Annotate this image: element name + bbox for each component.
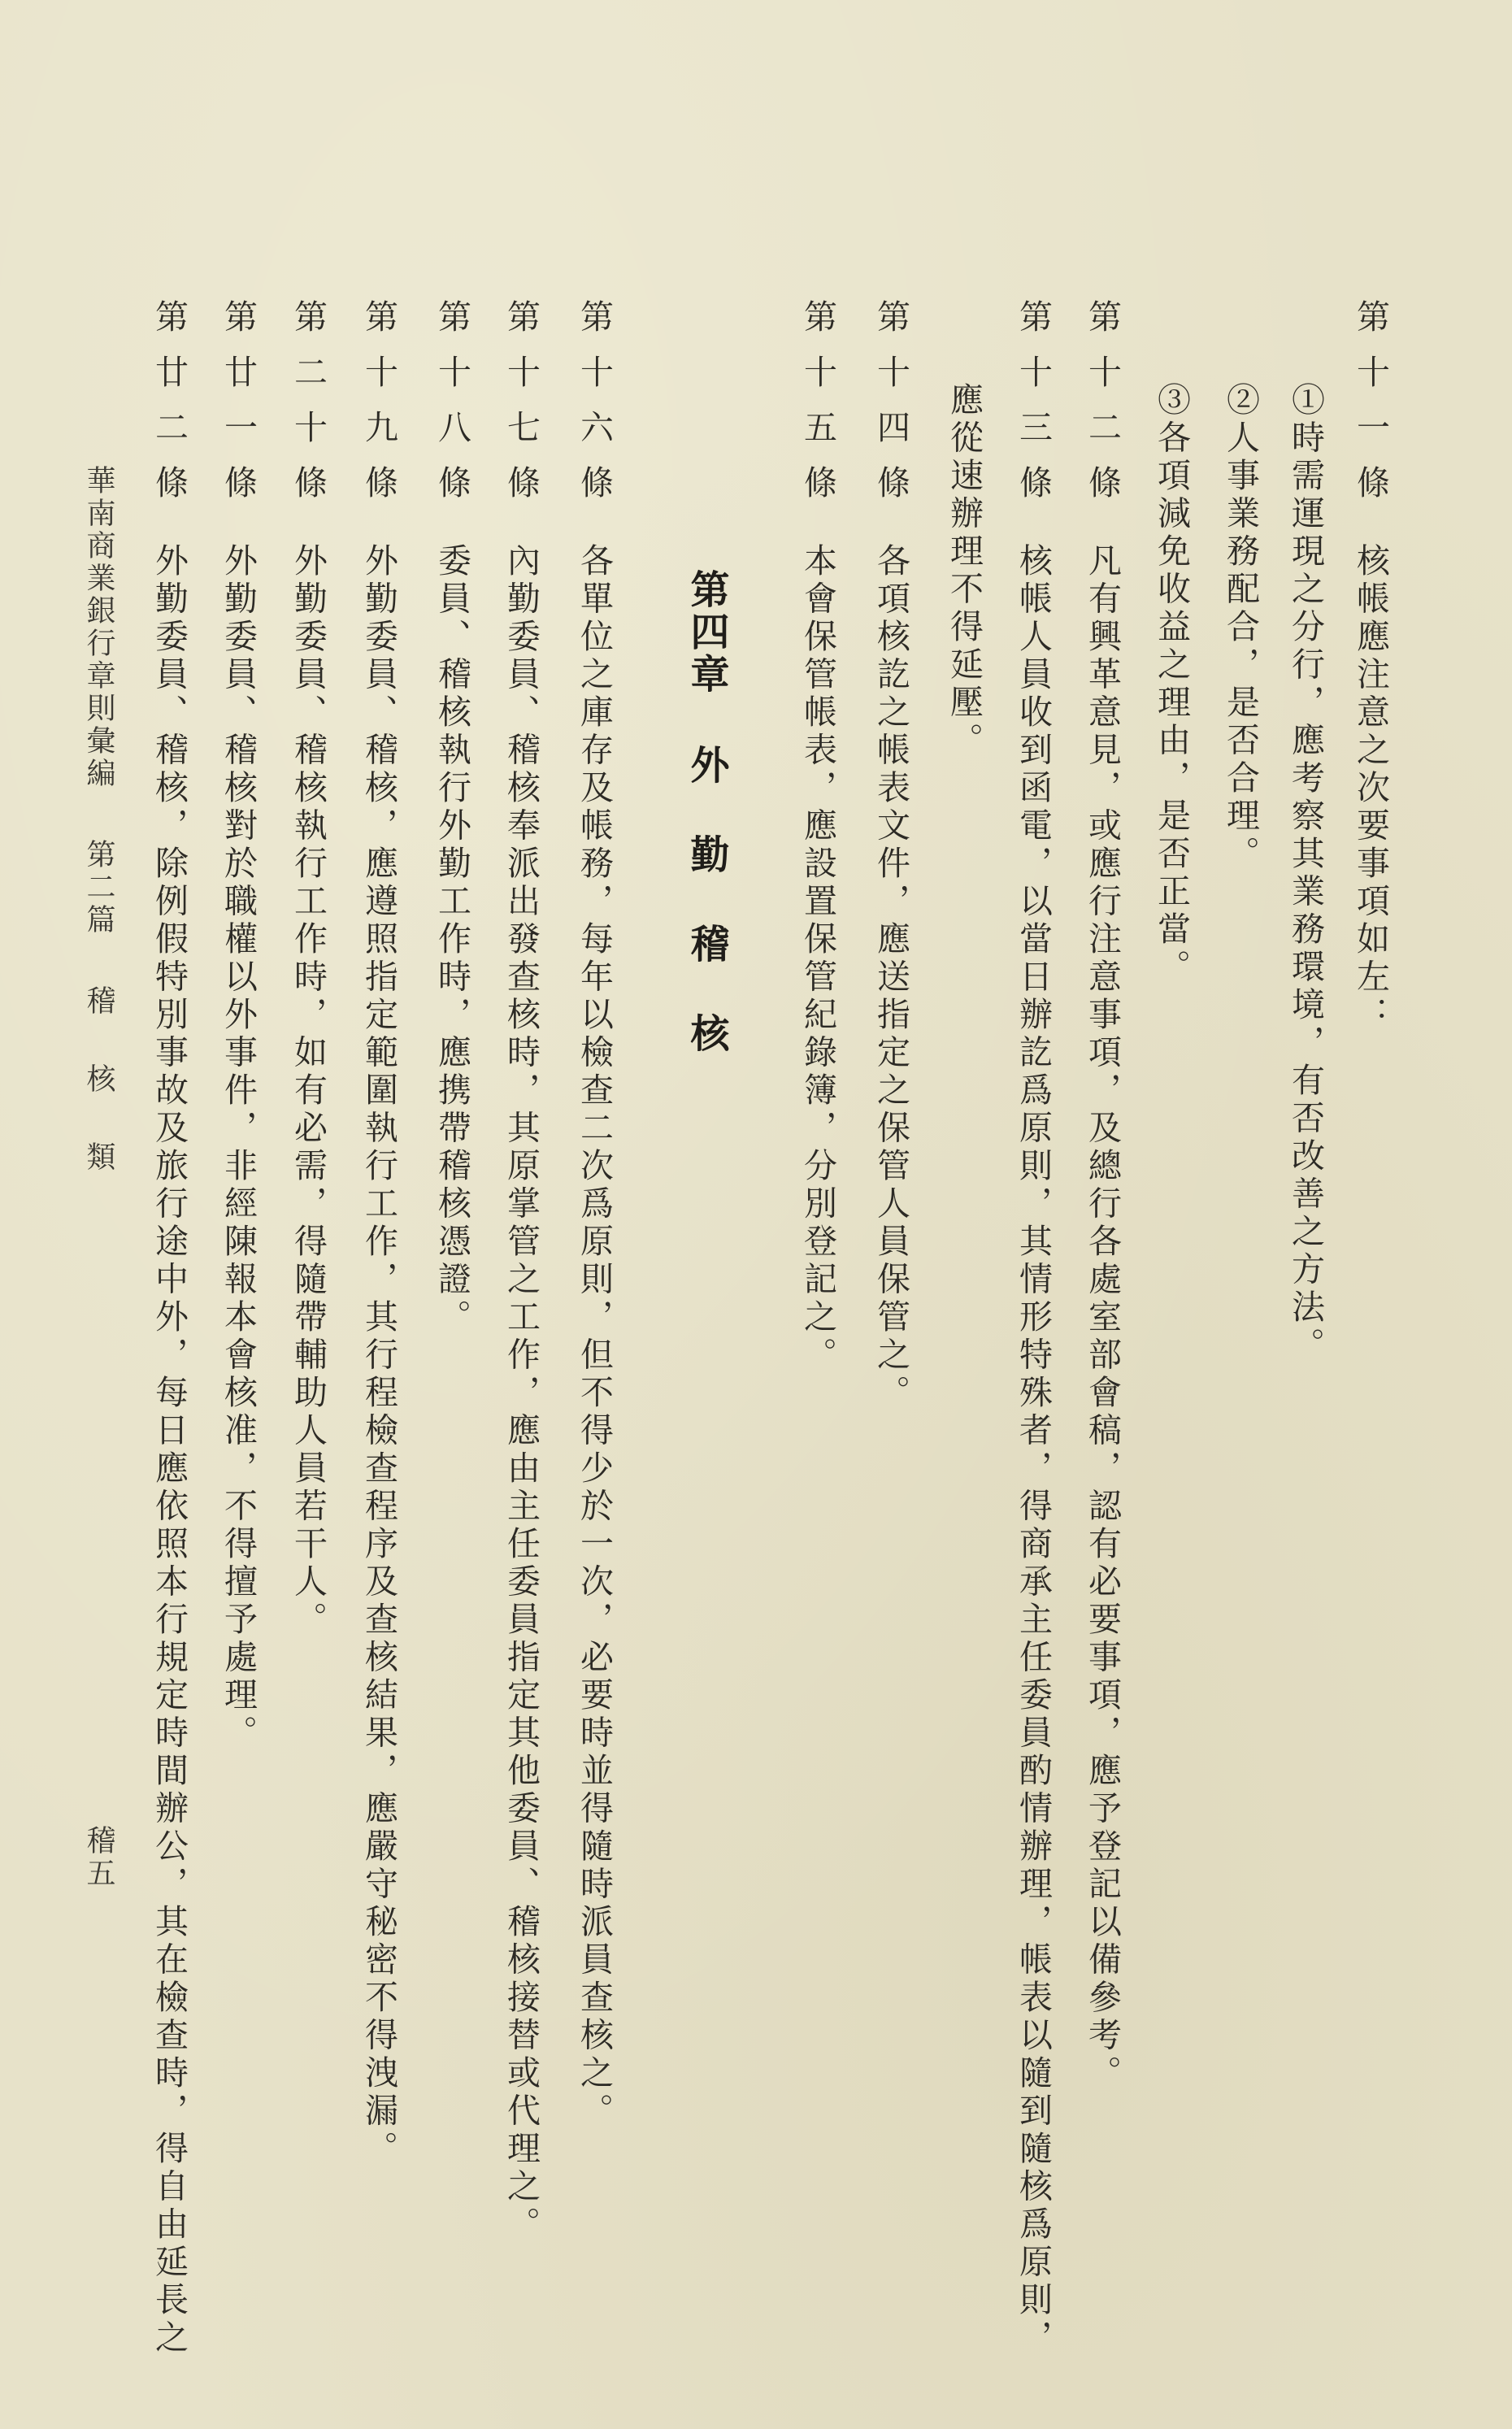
article-label: 第廿一條: [219, 299, 258, 520]
article-21: [219, 299, 258, 1753]
article-text: 內勤委員、稽核奉派出發查核時，其原掌管之工作，應由主任委員指定其他委員、稽核接替或代理之。: [502, 543, 541, 2244]
article-label: 第十四條: [871, 299, 910, 520]
article-text: 各項核訖之帳表文件，應送指定之保管人員保管之。: [871, 543, 910, 1413]
article-15: [798, 299, 837, 1375]
article-label: 第二十條: [289, 299, 328, 520]
article-label: 第十六條: [575, 299, 614, 520]
article-label: 第十五條: [798, 299, 837, 520]
article-14: [871, 299, 910, 1413]
article-16: [575, 299, 614, 2131]
article-text: 外勤委員、稽核執行工作時，如有必需，得隨帶輔助人員若干人。: [289, 543, 328, 1640]
article-18: [432, 299, 471, 1337]
article-label: 第十二條: [1083, 299, 1122, 520]
page-number: 稽五: [82, 1825, 115, 1890]
page-footer: [84, 465, 113, 1219]
article-text: 外勤委員、稽核，除例假特別事故及旅行途中外，每日應依照本行規定時間辦公，其在檢查時，得自由延長之: [150, 543, 189, 2357]
article-text: 本會保管帳表，應設置保管紀錄簿，分別登記之。: [798, 543, 837, 1375]
article-text: 凡有興革意見，或應行注意事項，及總行各處室部會稿，認有必要事項，應予登記以備參考。: [1083, 543, 1122, 2093]
article-12: [1083, 299, 1122, 2093]
article-11-item-2: ②人事業務配合，是否合理。: [1221, 382, 1260, 874]
article-text: 核帳應注意之次要事項如左：: [1351, 543, 1390, 1035]
article-11-item-1: ①時需運現之分行，應考察其業務環境，有否改善之方法。: [1286, 382, 1325, 1365]
article-17: [502, 299, 541, 2244]
article-22: [150, 299, 189, 2357]
article-label: 第十一條: [1351, 299, 1390, 520]
article-label: 第十九條: [359, 299, 398, 520]
article-label: 第十八條: [432, 299, 471, 520]
article-11-item-3: ③各項減免收益之理由，是否正當。: [1152, 382, 1191, 987]
article-19: [359, 299, 398, 2169]
article-text: 外勤委員、稽核，應遵照指定範圍執行工作，其行程檢查程序及查核結果，應嚴守秘密不得洩漏。: [359, 543, 398, 2169]
category-label: 稽核類: [82, 985, 115, 1219]
part-label: 第二篇: [82, 839, 115, 936]
article-label: 第廿二條: [150, 299, 189, 520]
article-text: 各單位之庫存及帳務，每年以檢查二次爲原則，但不得少於一次，必要時並得隨時派員查核之。: [575, 543, 614, 2131]
chapter-heading: [684, 569, 729, 1102]
article-13: [1014, 299, 1053, 2357]
article-13-continuation: 應從速辦理不得延壓。: [945, 382, 984, 760]
article-text: 外勤委員、稽核對於職權以外事件，非經陳報本會核准，不得擅予處理。: [219, 543, 258, 1753]
book-title: 華南商業銀行章則彙編: [82, 465, 115, 790]
article-text: 委員、稽核執行外勤工作時，應携帶稽核憑證。: [432, 543, 471, 1337]
article-11: [1351, 299, 1390, 1035]
article-text: 核帳人員收到函電，以當日辦訖爲原則，其情形特殊者，得商承主任委員酌情辦理，帳表以隨到隨核爲原則，: [1014, 543, 1053, 2357]
chapter-title: 外勤稽核: [684, 745, 729, 1102]
article-20: [289, 299, 328, 1640]
article-label: 第十七條: [502, 299, 541, 520]
chapter-number: 第四章: [684, 569, 729, 696]
article-label: 第十三條: [1014, 299, 1053, 520]
